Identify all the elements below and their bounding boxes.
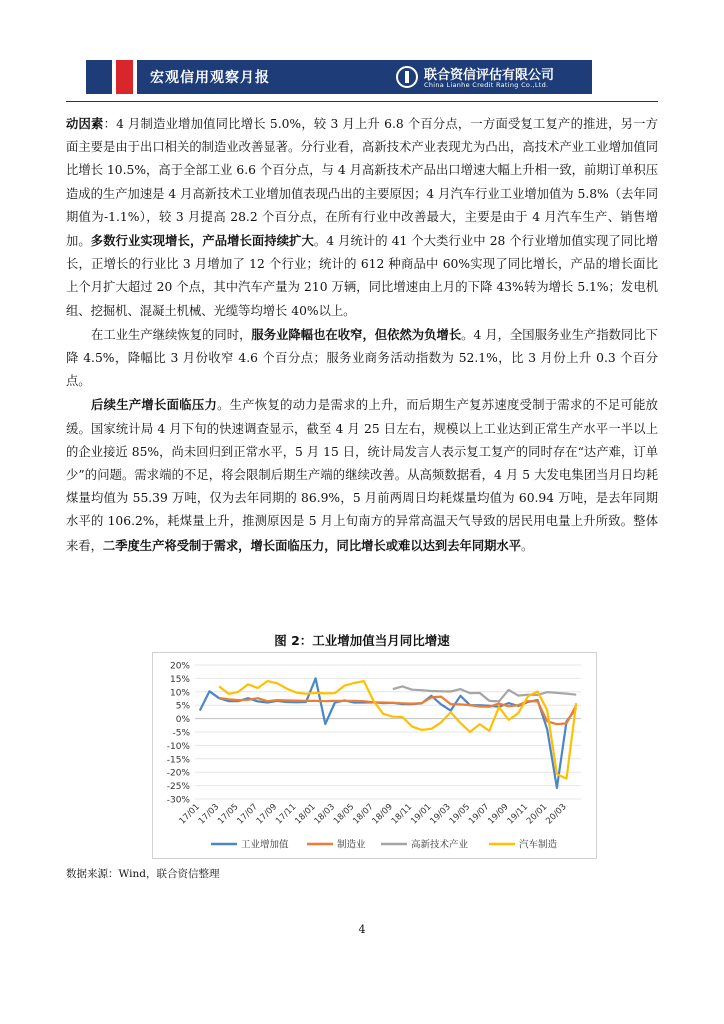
bold-phrase: 动因素 (66, 116, 104, 131)
legend-label: 制造业 (337, 839, 366, 851)
data-source: 数据来源：Wind，联合资信整理 (66, 868, 220, 880)
x-tick-label: 18/09 (370, 802, 395, 827)
x-tick-label: 19/07 (467, 802, 492, 827)
paragraph-1 (66, 112, 658, 323)
x-tick-label: 19/01 (409, 802, 434, 827)
text-run: 。4 月，全国服务业生产指数同比下降 4.5%，降幅比 3 月份收窄 4.6 个百分点；服务业商务活动指数为 52.1%，比 3 月份上升 0.3 个百分点。 (66, 327, 658, 389)
x-tick-label: 18/03 (312, 802, 338, 827)
header-red-stripe (116, 60, 133, 94)
company-logo-icon (396, 66, 418, 88)
y-tick-label: 15% (169, 674, 190, 685)
page-number: 4 (358, 923, 366, 936)
y-tick-label: 20% (169, 661, 190, 672)
y-tick-label: -20% (166, 768, 190, 779)
x-tick-label: 18/01 (293, 802, 318, 827)
paragraph-3 (66, 393, 658, 557)
x-tick-label: 17/01 (177, 802, 202, 827)
x-tick-label: 19/03 (428, 802, 453, 827)
x-tick-label: 18/11 (389, 802, 415, 827)
text-run: 。 (521, 538, 534, 553)
line-chart (153, 653, 596, 858)
x-tick-label: 17/03 (196, 802, 222, 827)
figure-title: 图 2：工业增加值当月同比增速 (274, 633, 450, 648)
x-tick-label: 18/05 (331, 802, 357, 827)
report-title: 宏观信用观察月报 (150, 70, 270, 86)
x-tick-label: 19/05 (447, 802, 473, 827)
paragraph-2 (66, 323, 658, 394)
y-tick-label: 5% (175, 701, 190, 712)
y-tick-label: -10% (166, 741, 190, 752)
y-tick-label: 0% (175, 715, 190, 726)
y-tick-label: -25% (166, 782, 190, 793)
legend-label: 高新技术产业 (411, 839, 469, 851)
y-tick-label: 10% (169, 688, 190, 699)
company-name-en: China Lianhe Credit Rating Co.,Ltd. (424, 81, 549, 89)
x-tick-label: 17/11 (274, 802, 299, 827)
text-run: 。4 月统计的 41 个大类行业中 28 个行业增加值实现了同比增长，正增长的行业比 3 月增加了 12 个行业；统计的 612 种商品中 60%实现了同比增长，产品的增长面比上个月扩大超过 20 个点，其中汽车产量为 210 万辆，同比增速由上月的下降 43%转为增长 5.1%；发电机组、挖掘机、混凝土机械、光缆等均增长 40%以上。 (66, 234, 658, 318)
legend-label: 汽车制造 (519, 839, 558, 851)
y-tick-label: -15% (166, 755, 190, 766)
header-stripe (133, 60, 137, 94)
legend-label: 工业增加值 (241, 839, 289, 851)
bold-phrase: 后续生产增长面临压力 (91, 397, 218, 413)
text-run: ：4 月制造业增加值同比增长 5.0%，较 3 月上升 6.8 个百分点，一方面受复工复产的推进，另一方面主要是由于出口相关的制造业改善显著。分行业看，高新技术产业表现尤为凸出，高技术产业工业增加值同比增长 10.5%，高于全部工业 6.6 个百分点，与 4 月高新技术产品出口增速大幅上升相一致，前期订单积压造成的生产加速是 4 月高新技术工业增加值表现凸出的主要原因；4 月汽车行业工业增加值为 5.8%（去年同期值为-1.1%），较 3 月提高 28.2 个百分点，在所有行业中改善最大，主要是由于 4 月汽车生产、销售增加。 (66, 117, 658, 249)
header-rule (66, 101, 658, 102)
report-header (86, 60, 592, 94)
bold-phrase: 多数行业实现增长，产品增长面持续扩大 (90, 233, 314, 249)
x-tick-label: 17/09 (254, 802, 280, 827)
text-run: 在工业生产继续恢复的同时， (91, 327, 252, 342)
bold-phrase: 服务业降幅也在收窄，但依然为负增长 (251, 326, 462, 342)
x-tick-label: 18/07 (351, 802, 376, 827)
company-name-cn: 联合资信评估有限公司 (424, 68, 555, 83)
x-tick-label: 20/01 (524, 802, 550, 827)
chart-container (152, 652, 597, 859)
x-tick-label: 19/09 (486, 802, 511, 827)
text-run: 。生产恢复的动力是需求的上升，而后期生产复苏速度受制于需求的不足可能放缓。国家统计局 4 月下旬的快速调查显示，截至 4 月 25 日左右，规模以上工业达到正常生产水平一半以上的企业接近 85%，尚未回归到正常水平，5 月 15 日，统计局发言人表示复工复产的同时存在“达产难，订单少”的问题。需求端的不足，将会限制后期生产端的继续改善。从高频数据看，4 月 5 大发电集团当月日均耗煤量均值为 55.39 万吨，仅为去年同期的 86.9%，5 月前两周日均耗煤量均值为 60.94 万吨，是去年同期水平的 106.2%，耗煤量上升，推测原因是 5 月上旬南方的异常高温天气导致的居民用电量上升所致。整体来看， (66, 398, 658, 553)
y-tick-label: -30% (166, 795, 190, 806)
x-tick-label: 17/07 (235, 802, 260, 827)
series-line (393, 686, 576, 701)
y-tick-label: -5% (172, 728, 190, 739)
series-line (219, 697, 576, 725)
bold-phrase: 二季度生产将受制于需求，增长面临压力，同比增长或难以达到去年同期水平 (102, 537, 522, 553)
body-text (66, 112, 658, 558)
x-tick-label: 19/11 (505, 802, 531, 827)
x-tick-label: 20/03 (544, 802, 569, 827)
x-tick-label: 17/05 (216, 802, 241, 827)
